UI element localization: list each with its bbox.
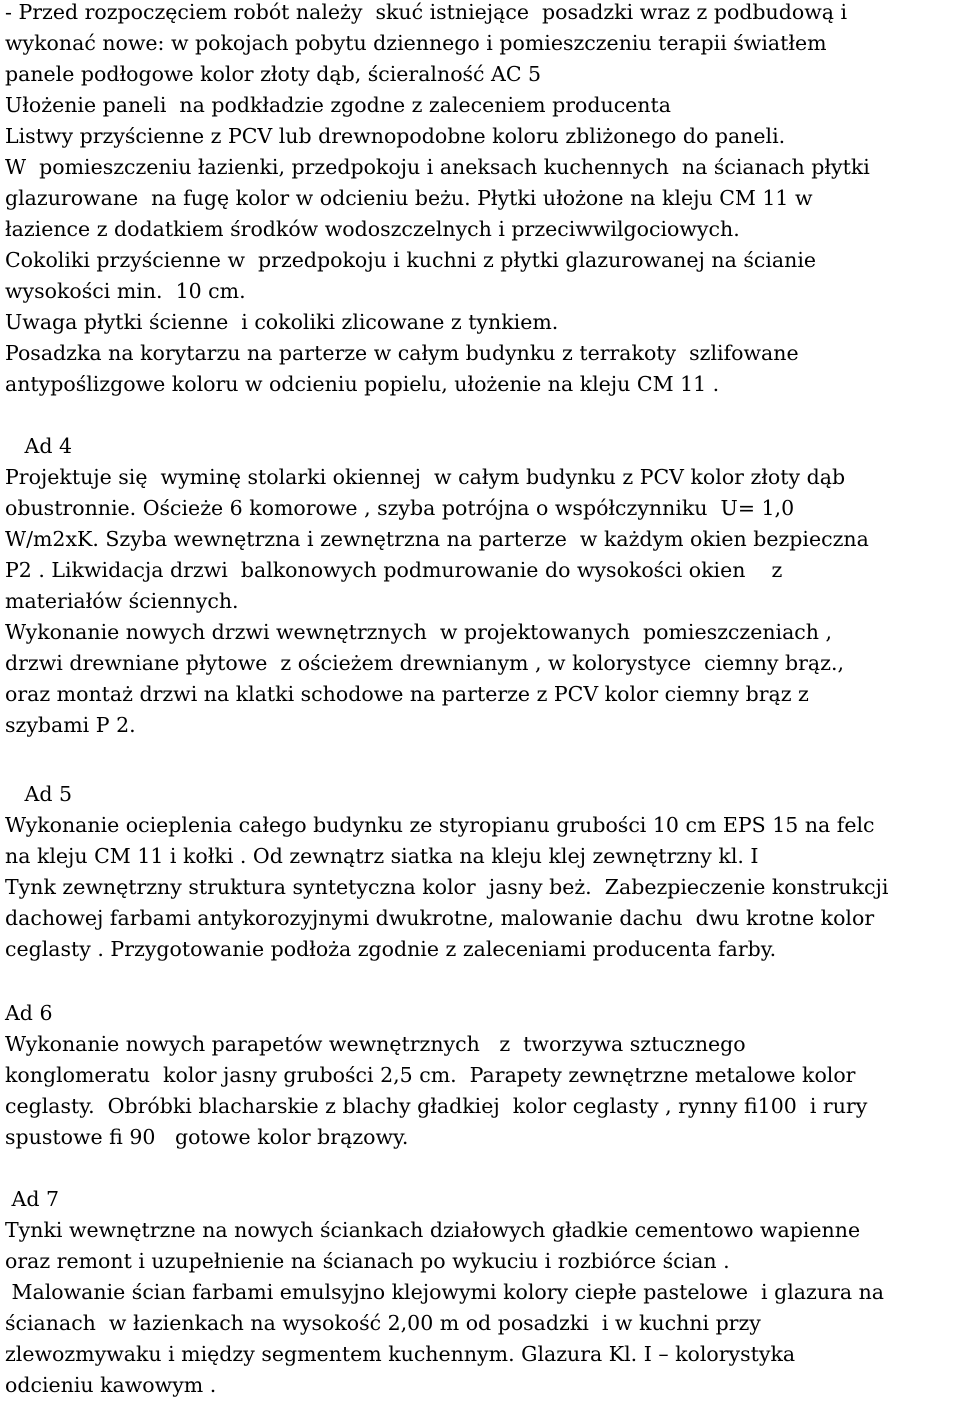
text-line: W pomieszczeniu łazienki, przedpokoju i aneksach kuchennych na ścianach płytki	[5, 155, 870, 179]
text-line: antypoślizgowe koloru w odcieniu popielu, ułożenie na kleju CM 11 .	[5, 372, 720, 396]
text-line: dachowej farbami antykorozyjnymi dwukrotne, malowanie dachu dwu krotne kolor	[5, 906, 875, 930]
text-line: Posadzka na korytarzu na parterze w całym budynku z terrakoty szlifowane	[5, 341, 799, 365]
text-line: Wykonanie ocieplenia całego budynku ze styropianu grubości 10 cm EPS 15 na felc	[5, 813, 875, 837]
section-heading: Ad 6	[5, 1001, 53, 1025]
text-line: Cokoliki przyścienne w przedpokoju i kuchni z płytki glazurowanej na ścianie	[5, 248, 817, 272]
text-line: drzwi drewniane płytowe z ościeżem drewnianym , w kolorystyce ciemny brąz.,	[5, 651, 844, 675]
section-heading: Ad 7	[5, 1187, 60, 1211]
text-line: ścianach w łazienkach na wysokość 2,00 m od posadzki i w kuchni przy	[5, 1311, 761, 1335]
text-line: zlewozmywaku i między segmentem kuchennym. Glazura Kl. I – kolorystyka	[5, 1342, 796, 1366]
text-line: Wykonanie nowych drzwi wewnętrznych w projektowanych pomieszczeniach ,	[5, 620, 833, 644]
text-line: obustronnie. Ościeże 6 komorowe , szyba potrójna o współczynniku U= 1,0	[5, 496, 795, 520]
text-line: W/m2xK. Szyba wewnętrzna i zewnętrzna na parterze w każdym okien bezpieczna	[5, 527, 869, 551]
text-line: ceglasty . Przygotowanie podłoża zgodnie z zaleceniami producenta farby.	[5, 937, 777, 961]
text-line: konglomeratu kolor jasny grubości 2,5 cm. Parapety zewnętrzne metalowe kolor	[5, 1063, 856, 1087]
text-line: Projektuje się wyminę stolarki okiennej w całym budynku z PCV kolor złoty dąb	[5, 465, 846, 489]
text-line: P2 . Likwidacja drzwi balkonowych podmurowanie do wysokości okien z	[5, 558, 783, 582]
text-line: szybami P 2.	[5, 713, 136, 737]
text-line: spustowe fi 90 gotowe kolor brązowy.	[5, 1125, 409, 1149]
text-line: oraz montaż drzwi na klatki schodowe na parterze z PCV kolor ciemny brąz z	[5, 682, 809, 706]
section-heading: Ad 5	[5, 782, 73, 806]
text-line: Ułożenie paneli na podkładzie zgodne z zaleceniem producenta	[5, 93, 671, 117]
text-line: odcieniu kawowym .	[5, 1373, 217, 1397]
text-line: - Przed rozpoczęciem robót należy skuć istniejące posadzki wraz z podbudową i	[5, 0, 848, 24]
text-line: Tynk zewnętrzny struktura syntetyczna kolor jasny beż. Zabezpieczenie konstrukcji	[5, 875, 889, 899]
text-line: panele podłogowe kolor złoty dąb, ścieralność AC 5	[5, 62, 542, 86]
text-line: łazience z dodatkiem środków wodoszczelnych i przeciwwilgociowych.	[5, 217, 740, 241]
text-line: na kleju CM 11 i kołki . Od zewnątrz siatka na kleju klej zewnętrzny kl. I	[5, 844, 759, 868]
text-line: Listwy przyścienne z PCV lub drewnopodobne koloru zbliżonego do paneli.	[5, 124, 786, 148]
text-line: Malowanie ścian farbami emulsyjno klejowymi kolory ciepłe pastelowe i glazura na	[5, 1280, 884, 1304]
text-line: oraz remont i uzupełnienie na ścianach po wykuciu i rozbiórce ścian .	[5, 1249, 730, 1273]
text-line: wykonać nowe: w pokojach pobytu dziennego i pomieszczeniu terapii światłem	[5, 31, 827, 55]
text-line: ceglasty. Obróbki blacharskie z blachy gładkiej kolor ceglasty , rynny fi100 i rury	[5, 1094, 868, 1118]
text-line: glazurowane na fugę kolor w odcieniu beżu. Płytki ułożone na kleju CM 11 w	[5, 186, 813, 210]
text-line: Wykonanie nowych parapetów wewnętrznych z tworzywa sztucznego	[5, 1032, 746, 1056]
text-line: wysokości min. 10 cm.	[5, 279, 246, 303]
text-line: Uwaga płytki ścienne i cokoliki zlicowane z tynkiem.	[5, 310, 559, 334]
section-heading: Ad 4	[5, 434, 73, 458]
text-line: Tynki wewnętrzne na nowych ściankach działowych gładkie cementowo wapienne	[5, 1218, 861, 1242]
text-line: materiałów ściennych.	[5, 589, 239, 613]
